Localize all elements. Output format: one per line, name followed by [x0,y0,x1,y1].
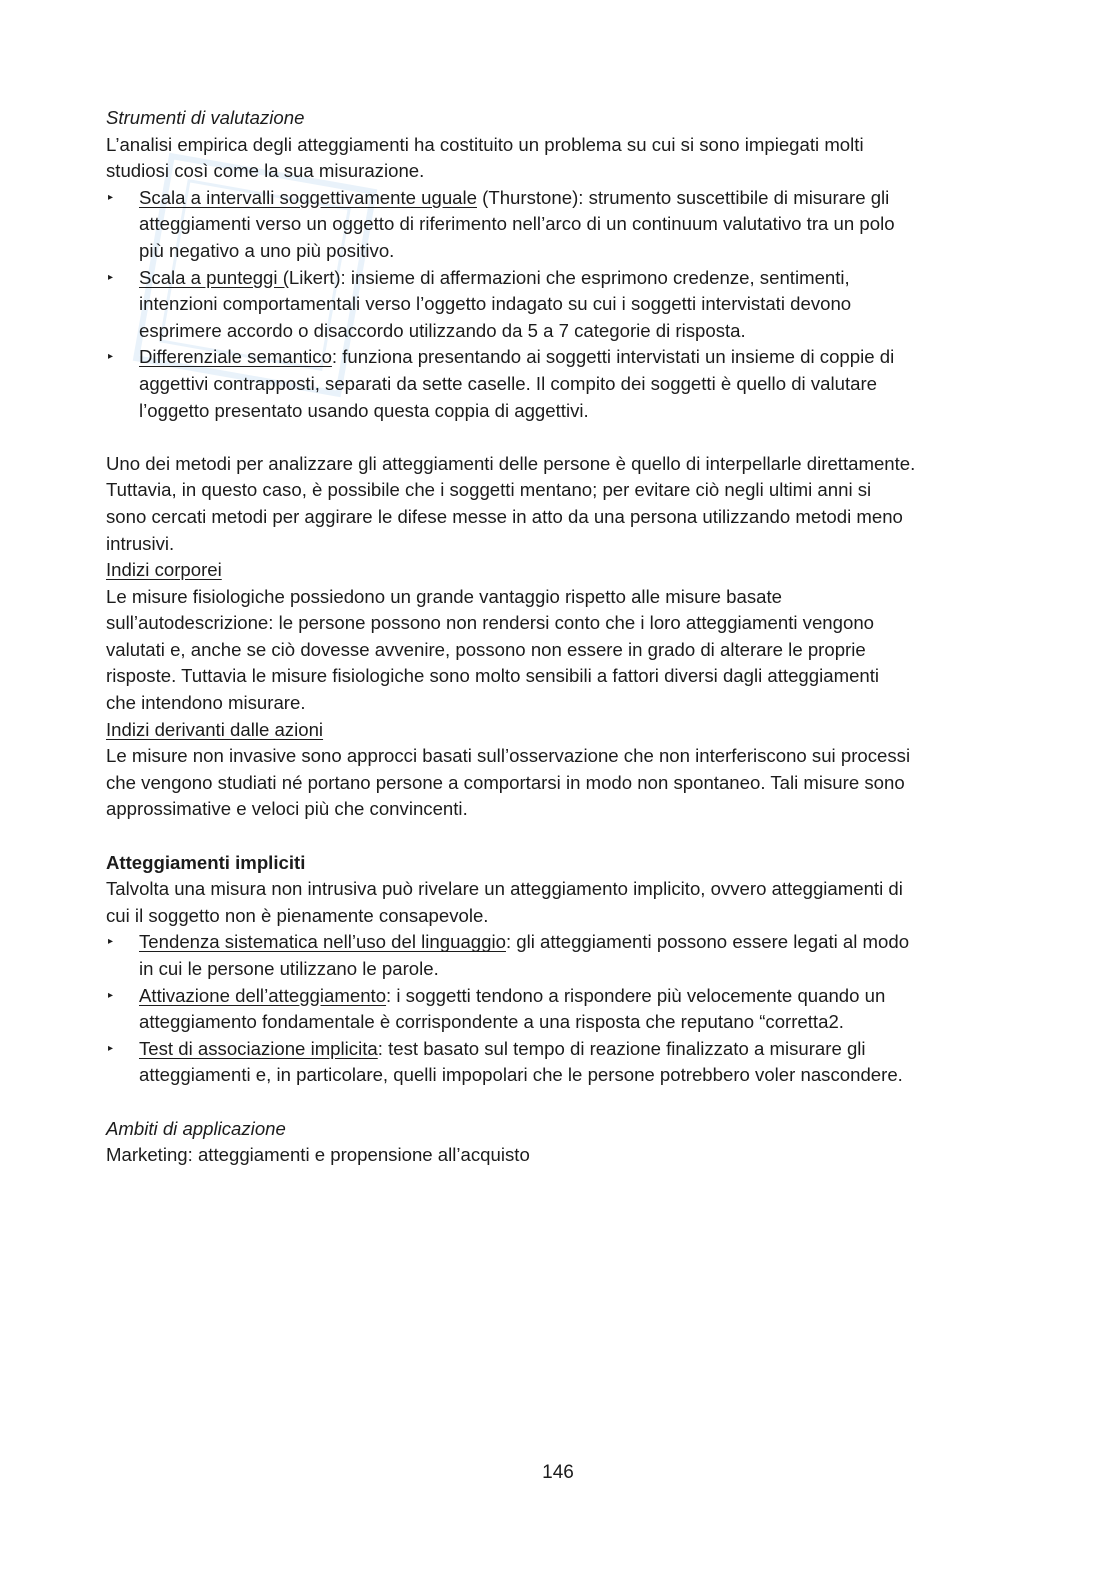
paragraph-line: valutati e, anche se ciò dovesse avvenire, possono non essere in grado di alterare le proprie [106,638,866,660]
item-text: atteggiamenti e, in particolare, quelli impopolari che le persone potrebbero voler nascondere. [139,1064,903,1086]
page-content [106,105,1006,1169]
intro-line: studiosi così come la sua misurazione. [106,160,425,182]
term-link: Scala a intervalli soggettivamente uguale [139,186,477,208]
list-item [106,265,1006,345]
item-text: Likert): insieme di affermazioni che esprimono credenze, sentimenti, [288,266,850,288]
term-link: Differenziale semantico [139,346,332,368]
term-link: Tendenza sistematica nell’uso del linguaggio [139,931,506,953]
paragraph-line: intrusivi. [106,532,175,554]
paragraph-line: risposte. Tuttavia le misure fisiologiche sono molto sensibili a fattori diversi dagli atteggiamenti [106,665,880,687]
bullet-icon: ▸ [108,191,114,203]
item-text: : gli atteggiamenti possono essere legati al modo [505,931,910,953]
item-text: in cui le persone utilizzano le parole. [139,958,439,979]
item-text: intenzioni comportamentali verso l’oggetto indagato su cui i soggetti intervistati devono [139,293,852,315]
paragraph-line: sono cercati metodi per aggirare le difese messe in atto da una persona utilizzando metodi meno [106,505,903,527]
paragraph-line: sull’autodescrizione: le persone possono non rendersi conto che i loro atteggiamenti vengono [106,612,874,634]
bullet-icon: ▸ [108,1042,114,1054]
paragraph-line: Uno dei metodi per analizzare gli atteggiamenti delle persone è quello di interpellarle direttamente. [106,452,916,474]
term-link: Attivazione dell’atteggiamento [139,984,387,1006]
term-link: Test di associazione implicita [139,1037,378,1059]
section-heading-strumenti: Strumenti di valutazione [106,107,305,128]
item-text: l’oggetto presentato usando questa coppia di aggettivi. [139,399,589,421]
item-text: : i soggetti tendono a rispondere più velocemente quando un [386,984,886,1006]
bullet-icon: ▸ [108,989,114,1001]
bullet-icon: ▸ [108,351,114,363]
bullet-list-impliciti [106,929,1006,1089]
paragraph-line: Le misure fisiologiche possiedono un grande vantaggio rispetto alle misure basate [106,585,782,607]
bullet-icon: ▸ [108,936,114,948]
item-text: atteggiamento fondamentale è corrispondente a una risposta che reputano “corretta2. [139,1011,844,1033]
item-text: atteggiamenti verso un oggetto di riferimento nell’arco di un continuum valutativo tra un polo [139,213,895,235]
list-item [106,983,1006,1036]
term-link: Scala a punteggi ( [139,266,289,288]
item-text: aggettivi contrapposti, separati da sette caselle. Il compito dei soggetti è quello di valutare [139,372,877,394]
intro-line: cui il soggetto non è pienamente consapevole. [106,904,489,926]
subheading-indizi-azioni: Indizi derivanti dalle azioni [106,718,324,740]
item-text: : funziona presentando ai soggetti intervistati un insieme di coppie di [331,346,895,368]
page-number: 146 [542,1462,574,1483]
section-heading-impliciti: Atteggiamenti impliciti [106,851,306,873]
item-text: esprimere accordo o disaccordo utilizzando da 5 a 7 categorie di risposta. [139,319,746,341]
paragraph-line: Le misure non invasive sono approcci basati sull’osservazione che non interferiscono sui processi [106,745,911,767]
paragraph-line: che vengono studiati né portano persone a comportarsi in modo non spontaneo. Tali misure sono [106,771,905,793]
paragraph-line: Tuttavia, in questo caso, è possibile che i soggetti mentano; per evitare ciò negli ultimi anni si [106,479,872,501]
item-text: (Thurstone): strumento suscettibile di misurare gli [477,186,890,208]
list-item [106,929,1006,982]
paragraph-line: che intendono misurare. [106,692,306,714]
bullet-list-strumenti [106,185,1006,424]
list-item [106,344,1006,424]
bullet-icon: ▸ [108,271,114,283]
intro-line: Talvolta una misura non intrusiva può rivelare un atteggiamento implicito, ovvero atteggiamenti di [106,878,903,900]
subheading-indizi-corporei: Indizi corporei [106,559,222,581]
list-item [106,185,1006,265]
section-heading-ambiti: Ambiti di applicazione [106,1117,286,1139]
paragraph-line: Marketing: atteggiamenti e propensione all’acquisto [106,1144,530,1166]
list-item [106,1036,1006,1089]
item-text: : test basato sul tempo di reazione finalizzato a misurare gli [377,1037,866,1059]
item-text: più negativo a uno più positivo. [139,239,395,261]
intro-line: L’analisi empirica degli atteggiamenti ha costituito un problema su cui si sono impiegati molti [106,133,864,155]
paragraph-line: approssimative e veloci più che convincenti. [106,798,468,820]
